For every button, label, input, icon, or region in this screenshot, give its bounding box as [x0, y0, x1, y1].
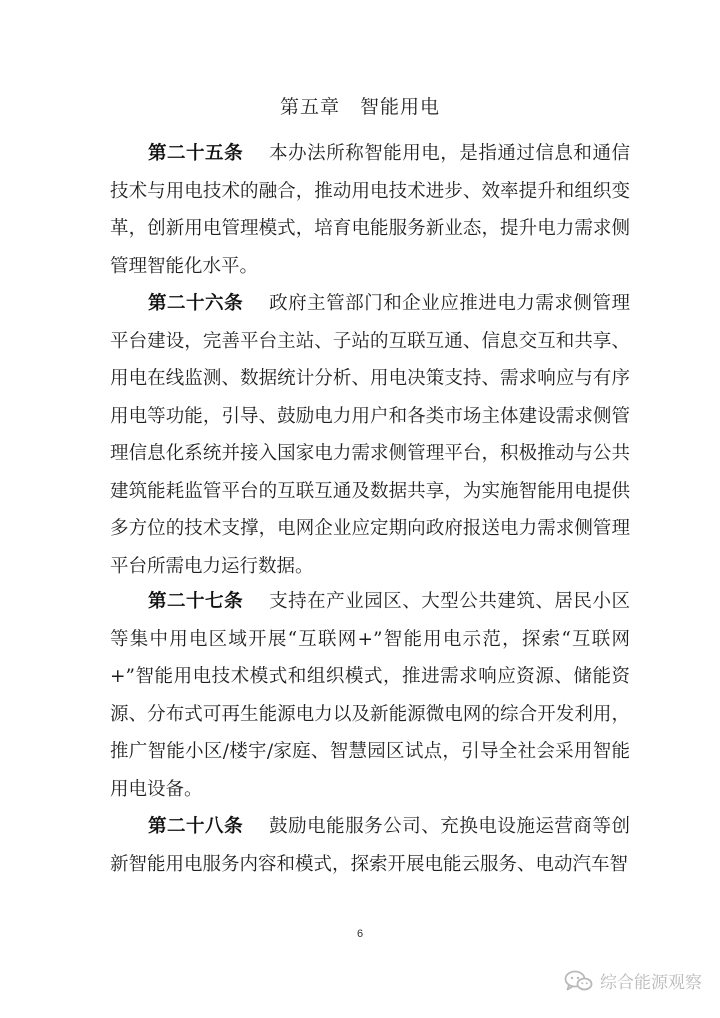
article-label: 第二十六条	[148, 293, 244, 314]
page-number: 6	[356, 928, 364, 940]
article-label: 第二十七条	[148, 591, 244, 612]
article-text: 政府主管部门和企业应推进电力需求侧管理平台建设，完善平台主站、子站的互联互通、信息交互和共享、用电在线监测、数据统计分析、用电决策支持、需求响应与有序用电等功能，引导、鼓励电力用户和各类市场主体建设需求侧管理信息化系统并接入国家电力需求侧管理平台，积极推动与公共建筑能耗监管平台的互联互通及数据共享，为实施智能用电提供多方位的技术支撑，电网企业应定期向政府报送电力需求侧管理平台所需电力运行数据。	[110, 293, 630, 577]
wechat-icon	[564, 969, 594, 993]
article-label: 第二十五条	[148, 143, 244, 164]
article-26	[110, 285, 630, 585]
article-27	[110, 583, 630, 808]
article-label: 第二十八条	[148, 816, 244, 837]
article-text: 鼓励电能服务公司、充换电设施运营商等创新智能用电服务内容和模式，探索开展电能云服务、电动汽车智	[110, 816, 630, 875]
article-25	[110, 135, 630, 285]
article-28	[110, 808, 630, 883]
chapter-title: 第五章 智能用电	[279, 96, 440, 118]
watermark-text: 综合能源观察	[600, 973, 702, 993]
article-text: 支持在产业园区、大型公共建筑、居民小区等集中用电区域开展“互联网+”智能用电示范，探索“互联网+”智能用电技术模式和组织模式，推进需求响应资源、储能资源、分布式可再生能源电力以及新能源微电网的综合开发利用，推广智能小区/楼宇/家庭、智慧园区试点，引导全社会采用智能用电设备。	[110, 591, 630, 800]
watermark	[564, 968, 702, 993]
article-text: 本办法所称智能用电，是指通过信息和通信技术与用电技术的融合，推动用电技术进步、效率提升和组织变革，创新用电管理模式，培育电能服务新业态，提升电力需求侧管理智能化水平。	[110, 143, 630, 277]
